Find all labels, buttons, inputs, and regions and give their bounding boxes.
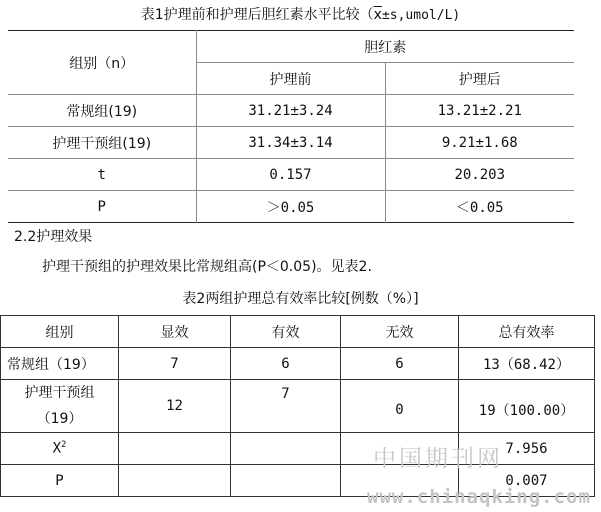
row-after: ＜0.05	[455, 199, 504, 216]
header-effective: 有效	[231, 316, 341, 348]
cell-total: 0.007	[459, 465, 595, 497]
group-line2: （19）	[36, 411, 83, 427]
table-row	[8, 127, 574, 159]
section-heading: 2.2护理效果	[14, 229, 93, 245]
row-after: 13.21±2.21	[385, 95, 574, 127]
xbar-symbol: $\overline{x}$	[373, 7, 382, 23]
cell-effective: 7	[231, 380, 341, 433]
cell-total: 7.956	[459, 433, 595, 465]
row-label: P	[1, 465, 119, 497]
cell-total: 13（68.42）	[459, 348, 595, 380]
row-before: 31.21±3.24	[196, 95, 385, 127]
table-row	[1, 348, 595, 380]
cell-effective: 6	[231, 348, 341, 380]
header-total: 总有效率	[459, 316, 595, 348]
table-row	[1, 433, 595, 465]
cell-total: 19（100.00）	[459, 380, 595, 433]
header-before: 护理前	[196, 63, 385, 95]
table-row	[1, 380, 595, 433]
header-after: 护理后	[385, 63, 574, 95]
row-after: 20.203	[385, 159, 574, 191]
row-group: P	[8, 191, 196, 223]
cell-empty	[119, 465, 231, 497]
cell-ineffective: 6	[341, 348, 459, 380]
row-group: 常规组(19)	[8, 95, 196, 127]
header-marked: 显效	[119, 316, 231, 348]
table1	[8, 30, 574, 223]
header-ineffective: 无效	[341, 316, 459, 348]
header-group: 组别（n）	[8, 31, 196, 95]
cell-marked: 7	[119, 348, 231, 380]
row-group: 护理干预组(19)	[8, 127, 196, 159]
table-row	[8, 159, 574, 191]
cell-empty	[231, 465, 341, 497]
table-row	[8, 95, 574, 127]
watermark-cn: 中国期刊网	[373, 446, 503, 472]
table2-caption: 表2两组护理总有效率比较[例数（%）]	[182, 291, 419, 307]
row-group	[1, 380, 119, 433]
table1-caption: 表1护理前和护理后胆红素水平比较$(\overline{x}\pm s,umol/L)$	[140, 7, 461, 23]
cell-ineffective: 0	[341, 380, 459, 433]
row-before: ＞0.05	[196, 191, 385, 223]
row-after: 9.21±1.68	[385, 127, 574, 159]
row-before: 0.157	[196, 159, 385, 191]
row-label: $X^2$	[1, 433, 119, 465]
table-row	[8, 191, 574, 223]
row-group: 常规组（19）	[1, 348, 119, 380]
paragraph: 护理干预组的护理效果比常规组高(P＜0.05)。见表2.	[42, 259, 372, 275]
header-bilirubin: 胆红素	[196, 31, 574, 63]
row-group: t	[8, 159, 196, 191]
header-group: 组别	[1, 316, 119, 348]
row-before: 31.34±3.14	[196, 127, 385, 159]
cell-marked: 12	[119, 380, 231, 433]
cell-empty	[119, 433, 231, 465]
table2	[0, 315, 595, 497]
group-line1: 护理干预组	[24, 385, 95, 401]
watermark-url: www.chinaqking.com	[367, 486, 591, 508]
cell-empty	[231, 433, 341, 465]
